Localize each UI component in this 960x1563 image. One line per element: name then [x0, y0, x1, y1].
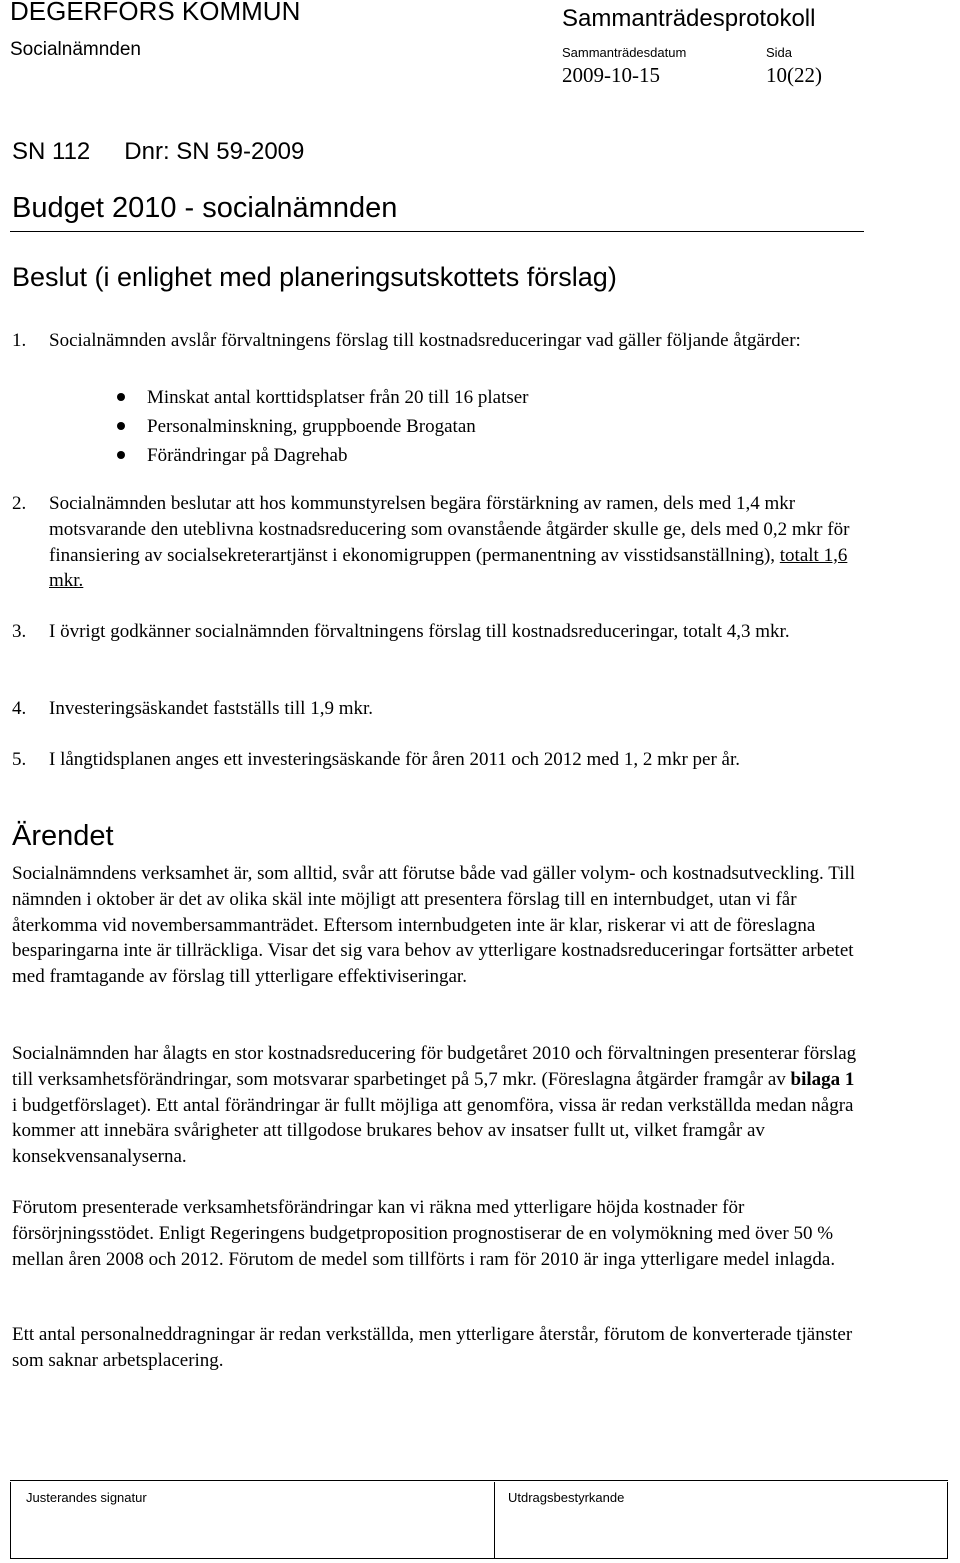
decision-number: 2. — [12, 493, 27, 514]
paragraph-text: i budgetförslaget). Ett antal förändringar är fullt möjliga att genomföra, vissa är redan verkställda medan några kommer att innebära svårigheter att tillgodose brukares behov av insatser fullt ut, vilket framgår av konsekvensanalyserna. — [12, 1094, 854, 1168]
certification-label: Utdragsbestyrkande — [508, 1490, 625, 1505]
decision-item-1 — [12, 328, 862, 354]
organization-name: DEGERFORS KOMMUN — [10, 0, 301, 26]
decision-number: 1. — [12, 330, 27, 351]
signature-label: Justerandes signatur — [26, 1490, 147, 1505]
decision-number: 5. — [12, 749, 27, 770]
decision-text: I långtidsplanen anges ett investeringsäskande för åren 2011 och 2012 med 1, 2 mkr per år. — [49, 749, 741, 770]
bullet-text: Förändringar på Dagrehab — [147, 445, 348, 466]
decision-number: 3. — [12, 621, 27, 642]
decision-number: 4. — [12, 698, 27, 719]
document-type: Sammanträdesprotokoll — [562, 5, 816, 32]
bullet-text: Minskat antal korttidsplatser från 20 till 16 platser — [147, 387, 529, 408]
meeting-date-label: Sammanträdesdatum — [562, 45, 687, 60]
page-title: Budget 2010 - socialnämnden — [12, 192, 398, 224]
decision-text: I övrigt godkänner socialnämnden förvaltningens förslag till kostnadsreduceringar, totalt 4,3 mkr. — [49, 621, 790, 642]
section-identifier — [12, 138, 304, 166]
page-number: 10(22) — [766, 63, 822, 87]
decision-total-underlined: totalt 1,6 mkr. — [49, 544, 848, 592]
arendet-paragraph-4: Ett antal personalneddragningar är redan verkställda, men ytterligare återstår, förutom de konverterade tjänster som saknar arbetsplacering. — [12, 1324, 853, 1371]
decision-item-4 — [12, 696, 862, 722]
bullet-text: Personalminskning, gruppboende Brogatan — [147, 416, 476, 437]
section-number: SN 112 — [12, 138, 91, 165]
arendet-paragraph-1: Socialnämndens verksamhet är, som alltid, svår att förutse både vad gäller volym- och kostnadsutveckling. Till nämnden i oktober är det av olika skäl inte möjligt att presentera förslag till en internbudget, utan vi får återkomma vid novembersammanträdet. Eftersom internbudgeten inte är klar, riskerar vi att de föreslagna besparingarna inte är tillräckliga. Visar det sig vara behov av ytterligare kostnadsreduceringar fortsätter arbetet med framtagande av förslag till ytterligare effektiviseringar. — [12, 863, 855, 988]
decision-item-2 — [12, 491, 862, 594]
decision-item-5 — [12, 747, 862, 773]
arendet-paragraph-3: Förutom presenterade verksamhetsförändringar kan vi räkna med ytterligare höjda kostnader för försörjningsstödet. Enligt Regeringens budgetproposition prognostiserar de en volymökning med över 50 % mellan åren 2008 och 2012. Förutom de medel som tillförts i ram för 2010 är inga ytterligare medel inlagda. — [12, 1197, 836, 1270]
title-divider — [10, 231, 864, 232]
paragraph-text: Socialnämnden har ålagts en stor kostnadsreducering för budgetåret 2010 och förvaltningen presenterar förslag till verksamhetsförändringar, som motsvarar sparbetinget på 5,7 mkr. (Föreslagna åtgärder framgår av — [12, 1043, 857, 1090]
bullet-icon — [117, 393, 125, 401]
arendet-heading: Ärendet — [12, 820, 114, 852]
bullet-icon — [117, 422, 125, 430]
decision-1-bullet-list — [117, 383, 529, 470]
department-name: Socialnämnden — [10, 39, 141, 60]
meeting-date: 2009-10-15 — [562, 63, 660, 87]
decision-text: Investeringsäskandet fastställs till 1,9 mkr. — [49, 698, 374, 719]
decision-heading: Beslut (i enlighet med planeringsutskottets förslag) — [12, 262, 617, 292]
decision-text: Socialnämnden avslår förvaltningens förslag till kostnadsreduceringar vad gäller följande åtgärder: — [49, 330, 801, 351]
diary-number: Dnr: SN 59-2009 — [124, 138, 305, 165]
bullet-item — [117, 441, 529, 470]
bullet-icon — [117, 451, 125, 459]
bullet-item — [117, 383, 529, 412]
decision-text-container — [49, 491, 862, 594]
decision-text: Socialnämnden beslutar att hos kommunstyrelsen begära förstärkning av ramen, dels med 1,4 mkr motsvarande den uteblivna kostnadsreducering som ovanstående åtgärder skulle ge, dels med 0,2 mkr för finansiering av socialsekreterartjänst i ekonomigruppen (permanentning av visstidsanställning), — [49, 493, 850, 566]
attachment-reference: bilaga 1 — [790, 1068, 855, 1090]
bullet-item — [117, 412, 529, 441]
page-label: Sida — [766, 45, 793, 60]
decision-item-3 — [12, 619, 862, 645]
footer-divider — [10, 1480, 948, 1481]
arendet-paragraph-2 — [12, 1041, 862, 1170]
